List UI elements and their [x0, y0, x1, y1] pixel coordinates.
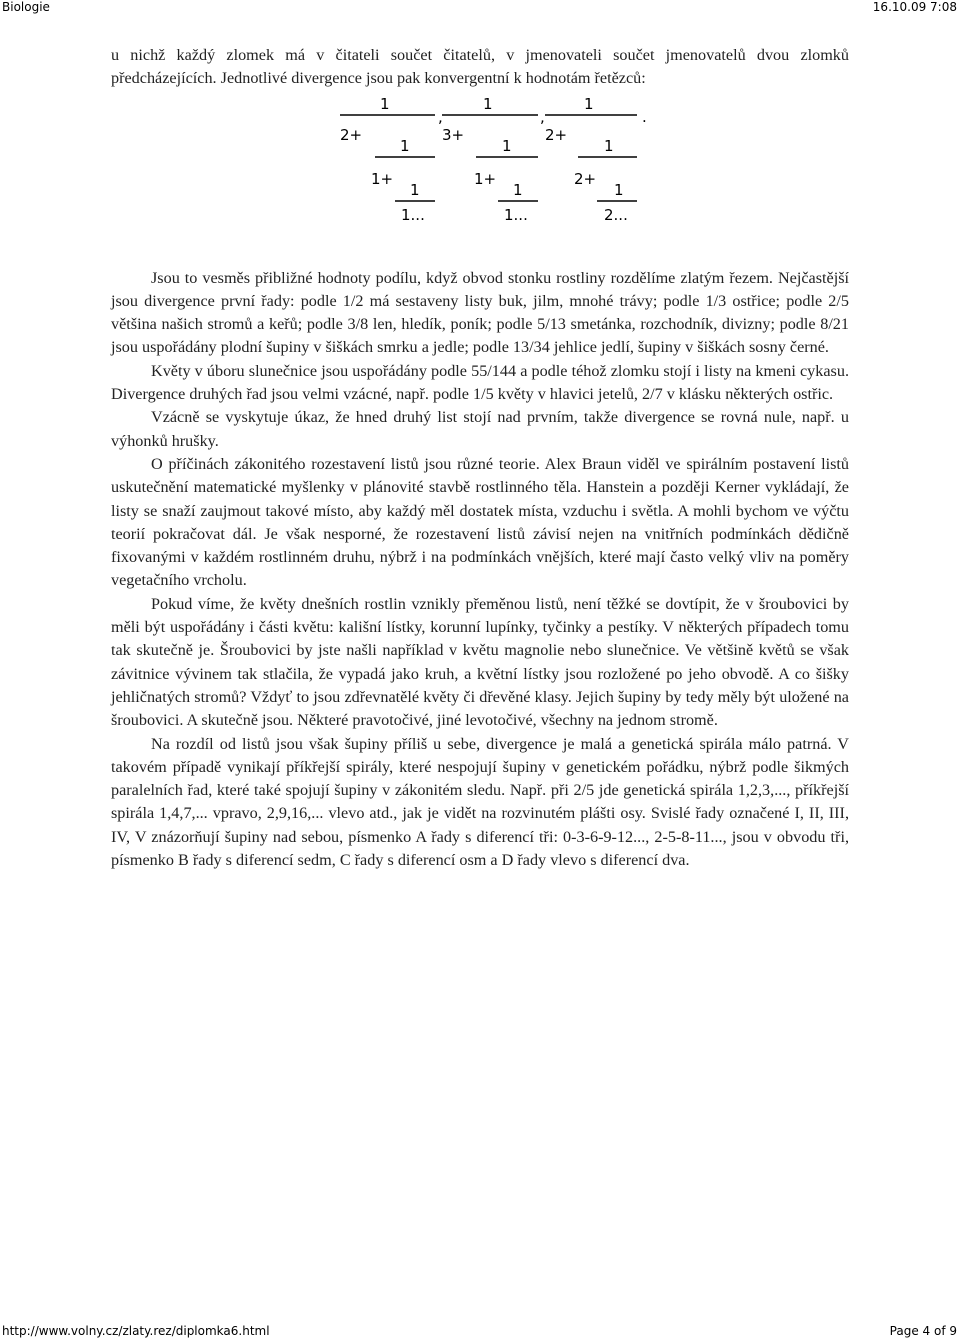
numerator: 1: [380, 94, 390, 113]
denominator-term: 1+: [371, 169, 394, 188]
footer-url[interactable]: http://www.volny.cz/zlaty.rez/diplomka6.html: [2, 1324, 270, 1338]
header-datetime: 16.10.09 7:08: [872, 0, 957, 14]
denominator-term: 2+: [545, 125, 568, 144]
numerator: 1: [410, 180, 420, 199]
tail-term: 1...: [401, 205, 425, 224]
paragraph-golden-ratio: Jsou to vesměs přibližné hodnoty podílu, když obvod stonku rostliny rozdělíme zlatým řezem. Nejčastější jsou divergence první řady: podle 1/2 má sestaveny listy buk, jilm, mnohé trávy; podle 1/3 ostřice; podle 2/5 většina našich stromů a keřů; podle 3/8 len, hledík, poník; podle 5/13 smetánka, rozchodník, divizny; podle 8/21 jsou uspořádány plodní šupiny v šiškách smrku a jedle; podle 13/34 jehlice jedlí, šupiny v šiškách sosny černé.: [111, 268, 849, 357]
paragraph-intro: u nichž každý zlomek má v čitateli součet čitatelů, v jmenovateli součet jmenovatelů dvou zlomků předcházejících. Jednotlivé divergence jsou pak konvergentní k hodnotám řetězců:: [111, 46, 849, 88]
denominator-term: 2+: [574, 169, 597, 188]
denominator-term: 2+: [340, 125, 363, 144]
tail-term: 1...: [504, 205, 528, 224]
page-header: [0, 0, 960, 16]
numerator: 1: [614, 180, 624, 199]
paragraph-zero-divergence: Vzácně se vyskytuje úkaz, že hned druhý list stojí nad prvním, takže divergence se rovná nule, např. u výhonků hrušky.: [111, 408, 849, 450]
denominator-term: 1+: [474, 169, 497, 188]
numerator: 1: [400, 136, 410, 155]
separator-comma: ,: [438, 107, 443, 126]
header-title: Biologie: [2, 0, 50, 14]
paragraph-flowers: Pokud víme, že květy dnešních rostlin vznikly přeměnou listů, není těžké se dovtípit, že v šroubovici by měli být uspořádány i části květu: kališní lístky, korunní lupínky, tyčinky a pestíky. V některých případech tomu tak skutečně je. Šroubovici by jste našli například v květu magnolie nebo slunečnice. Ve většině květů se však závitnice vývinem tak stlačila, že vypadá jako kruh, a květní lístky jsou rozložené po jeho obvodě. A co šišky jehličnatých stromů? Vždyť to jsou zdřevnatělé květy či dřevěné klasy. Jejich šupiny by tedy měly být uložené na šroubovici. A skutečně jsou. Některé pravotočivé, jiné levotočivé, všechny na jednom stromě.: [111, 594, 849, 730]
separator-period: .: [642, 107, 647, 126]
page-footer: [0, 1324, 960, 1340]
paragraph-cone-scales: Na rozdíl od listů jsou však šupiny příliš u sebe, divergence je malá a genetická spirála málo patrná. V takovém případě vynikají příkřejší spirály, které nespojují šupiny v genetickém pořádku, nýbrž podle šikmých paralelních řad, které také spojují šupiny v zákonitém sledu. Např. při 2/5 jde genetická spirála 1,2,3,..., příkřejší spirála 1,4,7,... vpravo, 2,9,16,... vlevo atd., jak je vidět na rozvinutém plášti osy. Svislé řady označené I, II, III, IV, V znázorňují šupiny nad sebou, písmenko A řady s diferencí tři: 0-3-6-9-12..., 2-5-8-11..., jsou v obvodu tři, písmenko B řady s diferencí sedm, C řady s diferencí osm a D řady vlevo s diferencí dva.: [111, 734, 849, 870]
continued-fraction-figure: [111, 91, 849, 267]
numerator: 1: [483, 94, 493, 113]
paragraph-theories: O příčinách zákonitého rozestavení listů jsou různé teorie. Alex Braun viděl ve spirálním postavení listů uskutečnění matematické myšlenky v plánovité stavbě rostlinného těla. Hanstein a později Kerner vykládají, že listy se snaží zaujmout takové místo, aby každý měl dostatek místa, vzduchu i světla. A mohli bychom ve výčtu teorií pokračovat dál. Je však nesporné, že rozestavení listů závisí nejen na vnitřních podmínkách dědičně fixovanými v každém rostlinném druhu, nýbrž i na podmínkách vnějších, které mají často velký vliv na poměry vegetačního vrcholu.: [111, 454, 849, 590]
numerator: 1: [513, 180, 523, 199]
tail-term: 2...: [604, 205, 628, 224]
separator-comma: ,: [540, 107, 545, 126]
continued-fractions-svg: [340, 94, 660, 262]
numerator: 1: [604, 136, 614, 155]
denominator-term: 3+: [442, 125, 465, 144]
document-body: [111, 44, 849, 872]
footer-page-number: Page 4 of 9: [889, 1324, 957, 1338]
numerator: 1: [502, 136, 512, 155]
paragraph-sunflower: Květy v úboru slunečnice jsou uspořádány podle 55/144 a podle téhož zlomku stojí i listy na kmeni cykasu. Divergence druhých řad jsou velmi vzácné, např. podle 1/5 květy v hlavici jetelů, 2/7 v klásku některých ostřic.: [111, 361, 849, 404]
numerator: 1: [584, 94, 594, 113]
